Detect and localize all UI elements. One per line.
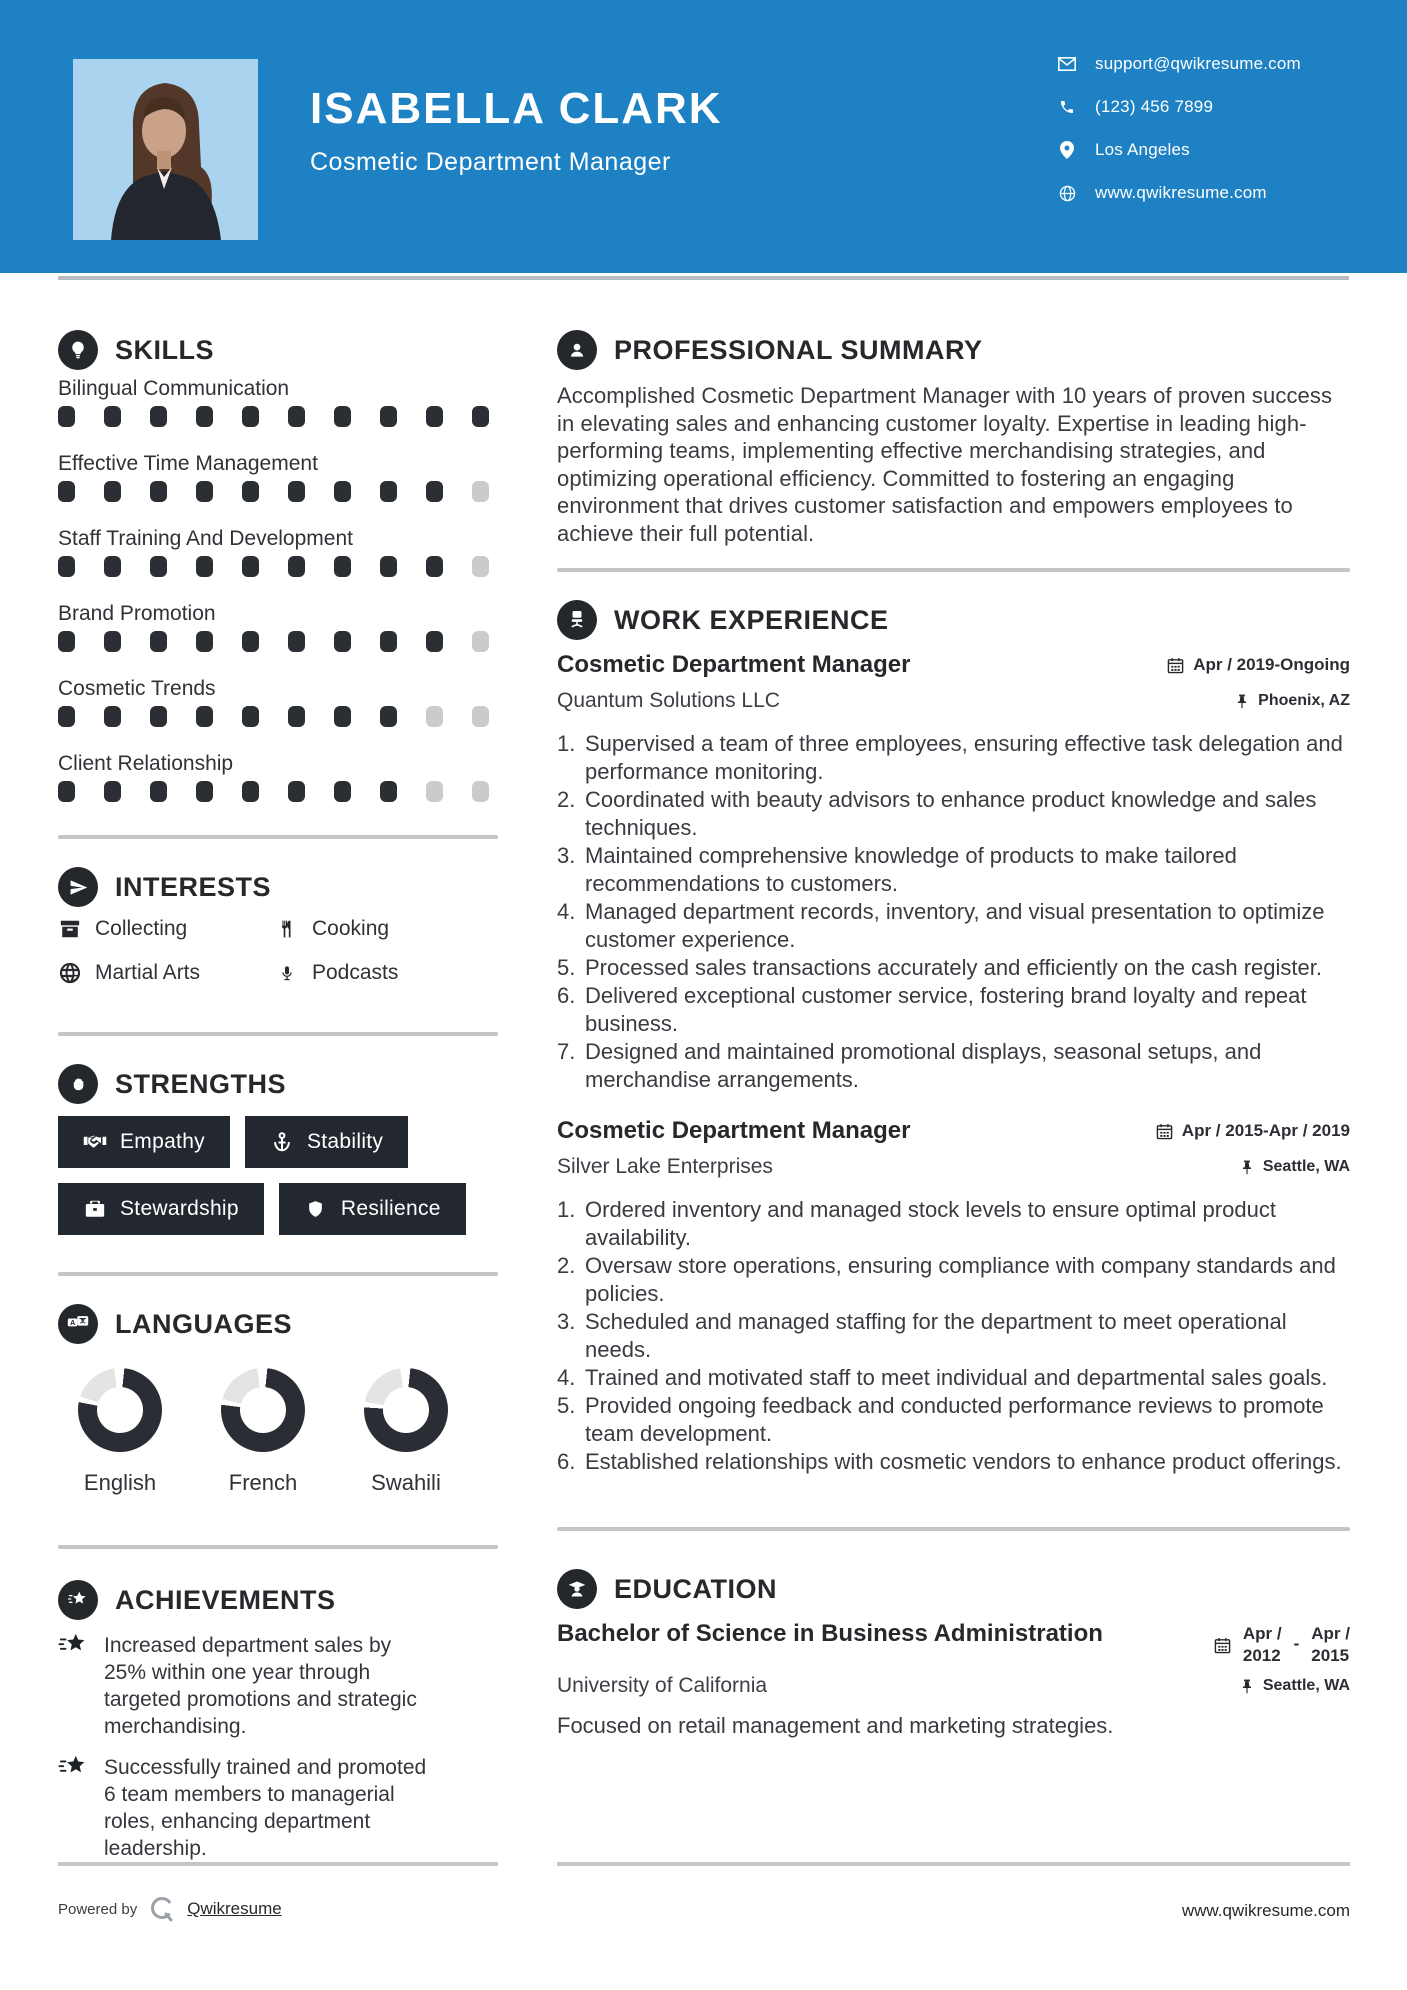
qwikresume-logo-icon	[147, 1894, 177, 1924]
job-bullet: Maintained comprehensive knowledge of products to make tailored recommendations to customers.	[585, 843, 1237, 896]
achievement-text: Increased department sales by 25% within one year through targeted promotions and strategic merchandising.	[104, 1634, 417, 1738]
skills-list	[58, 378, 498, 802]
candidate-name: ISABELLA CLARK	[310, 84, 723, 133]
job-bullet-list	[557, 1196, 1350, 1476]
pushpin-icon	[1240, 1679, 1255, 1694]
experience-section-header	[557, 600, 1350, 640]
education-entry	[557, 1617, 1350, 1667]
contact-location-text: Los Angeles	[1095, 140, 1190, 159]
profile-photo	[73, 59, 258, 240]
rating-dot-filled	[150, 556, 167, 577]
rating-dot-filled	[150, 781, 167, 802]
strength-chip	[245, 1116, 408, 1168]
rating-dot-filled	[150, 631, 167, 652]
job-location	[1235, 692, 1350, 710]
globe-icon	[58, 962, 81, 985]
skill-item	[58, 603, 498, 652]
office-chair-icon	[557, 600, 597, 640]
rating-dot-filled	[288, 706, 305, 727]
rating-dot-filled	[104, 631, 121, 652]
job-title: Cosmetic Department Manager	[557, 651, 911, 678]
header-shadow-divider	[58, 276, 1349, 280]
education-heading: EDUCATION	[614, 1573, 777, 1604]
rating-dot-filled	[288, 556, 305, 577]
rating-dot-filled	[426, 556, 443, 577]
job-entry	[557, 1116, 1350, 1476]
job-bullet: Provided ongoing feedback and conducted performance reviews to promote team development.	[585, 1393, 1324, 1446]
strength-chip	[279, 1183, 466, 1235]
email-icon	[1058, 55, 1076, 73]
interest-label: Collecting	[95, 917, 188, 940]
skill-rating	[58, 706, 498, 727]
education-school: University of California	[557, 1674, 768, 1697]
interest-item	[58, 961, 275, 985]
contact-email	[1058, 52, 1301, 76]
paper-plane-icon	[58, 867, 98, 907]
section-divider	[557, 568, 1350, 572]
rating-dot-filled	[58, 481, 75, 502]
contact-location	[1058, 138, 1301, 162]
rating-dot-filled	[104, 406, 121, 427]
globe-icon	[1058, 184, 1076, 202]
rating-dot-filled	[334, 631, 351, 652]
profile-photo-illustration	[73, 59, 258, 240]
language-item	[78, 1368, 162, 1496]
rating-dot-filled	[242, 631, 259, 652]
rating-dot-filled	[58, 706, 75, 727]
strength-chip	[58, 1183, 264, 1235]
rating-dot-empty	[472, 781, 489, 802]
microphone-icon	[275, 962, 298, 985]
left-column	[58, 330, 498, 1862]
job-bullet: Delivered exceptional customer service, fostering brand loyalty and repeat business.	[585, 983, 1307, 1036]
rating-dot-filled	[242, 781, 259, 802]
achievement-text: Successfully trained and promoted 6 team members to managerial roles, enhancing department leadership.	[104, 1756, 427, 1860]
languages-heading: LANGUAGES	[115, 1308, 293, 1339]
rating-dot-filled	[334, 481, 351, 502]
language-donut-chart	[78, 1368, 162, 1452]
skill-rating	[58, 556, 498, 577]
rating-dot-filled	[242, 556, 259, 577]
pushpin-icon	[1235, 694, 1250, 709]
svg-text:A: A	[70, 1320, 76, 1328]
contact-phone-text: (123) 456 7899	[1095, 97, 1214, 116]
achievement-item	[58, 1632, 498, 1740]
rating-dot-filled	[196, 631, 213, 652]
language-donut-chart	[221, 1368, 305, 1452]
achievement-star-icon	[58, 1632, 90, 1662]
rating-dot-filled	[196, 706, 213, 727]
skill-item	[58, 678, 498, 727]
contact-list	[1058, 52, 1301, 224]
language-donut-chart	[364, 1368, 448, 1452]
languages-section-header	[58, 1304, 498, 1344]
skill-rating	[58, 631, 498, 652]
rating-dot-filled	[242, 481, 259, 502]
strength-label: Stewardship	[120, 1197, 239, 1220]
education-dates	[1214, 1623, 1350, 1667]
language-label: English	[83, 1470, 157, 1495]
skill-item	[58, 453, 498, 502]
job-bullet: Trained and motivated staff to meet individual and departmental sales goals.	[585, 1365, 1328, 1390]
job-bullet: Managed department records, inventory, and visual presentation to optimize customer experience.	[585, 899, 1325, 952]
interest-label: Martial Arts	[95, 961, 201, 984]
rating-dot-filled	[288, 631, 305, 652]
job-date	[1167, 655, 1350, 675]
footer-divider-right	[557, 1862, 1350, 1866]
section-divider	[557, 1527, 1350, 1531]
powered-by-label: Powered by	[58, 1900, 138, 1918]
phone-icon	[1058, 98, 1076, 116]
rating-dot-empty	[472, 706, 489, 727]
job-date	[1156, 1121, 1350, 1141]
strengths-heading: STRENGTHS	[115, 1068, 287, 1099]
rating-dot-empty	[426, 781, 443, 802]
contact-website	[1058, 181, 1301, 205]
rating-dot-filled	[380, 706, 397, 727]
fist-icon	[58, 1064, 98, 1104]
skills-section-header	[58, 330, 498, 370]
shield-icon	[304, 1197, 328, 1221]
contact-website-text: www.qwikresume.com	[1095, 183, 1267, 202]
job-date-text: Apr / 2015-Apr / 2019	[1181, 1121, 1350, 1140]
skill-rating	[58, 781, 498, 802]
donut-hole	[240, 1387, 286, 1433]
lightbulb-icon	[58, 330, 98, 370]
rating-dot-empty	[472, 631, 489, 652]
rating-dot-empty	[472, 556, 489, 577]
calendar-icon	[1214, 1637, 1231, 1654]
rating-dot-filled	[288, 481, 305, 502]
strengths-section-header	[58, 1064, 498, 1104]
rating-dot-filled	[196, 781, 213, 802]
rating-dot-filled	[58, 556, 75, 577]
footer-site-url: www.qwikresume.com	[1181, 1901, 1350, 1920]
rating-dot-filled	[196, 406, 213, 427]
star-burst-icon	[58, 1580, 98, 1620]
interest-label: Cooking	[312, 917, 390, 940]
skill-rating	[58, 406, 498, 427]
donut-hole	[383, 1387, 429, 1433]
education-date-end: Apr / 2015	[1311, 1624, 1350, 1665]
rating-dot-filled	[58, 406, 75, 427]
education-section-header	[557, 1569, 1350, 1609]
skill-rating	[58, 481, 498, 502]
anchor-icon	[270, 1130, 294, 1154]
job-bullet: Ordered inventory and managed stock levels to ensure optimal product availability.	[585, 1197, 1276, 1250]
header-banner	[0, 0, 1407, 273]
briefcase-icon	[83, 1197, 107, 1221]
rating-dot-filled	[334, 706, 351, 727]
rating-dot-filled	[426, 481, 443, 502]
rating-dot-empty	[426, 706, 443, 727]
job-bullet: Processed sales transactions accurately and efficiently on the cash register.	[585, 955, 1322, 980]
job-entry	[557, 650, 1350, 1094]
skill-label: Bilingual Communication	[58, 377, 290, 400]
job-bullet: Scheduled and managed staffing for the department to meet operational needs.	[585, 1309, 1287, 1362]
skill-label: Cosmetic Trends	[58, 677, 216, 700]
job-bullet: Supervised a team of three employees, ensuring effective task delegation and performance monitoring.	[585, 731, 1343, 784]
language-item	[364, 1368, 448, 1496]
rating-dot-empty	[472, 481, 489, 502]
rating-dot-filled	[334, 781, 351, 802]
rating-dot-filled	[104, 556, 121, 577]
job-company: Silver Lake Enterprises	[557, 1155, 773, 1178]
job-location-text: Phoenix, AZ	[1258, 692, 1350, 709]
strength-label: Empathy	[120, 1130, 205, 1153]
donut-hole	[97, 1387, 143, 1433]
calendar-icon	[1167, 657, 1184, 674]
section-divider	[58, 1545, 498, 1549]
strengths-row-2	[58, 1183, 498, 1235]
rating-dot-filled	[242, 406, 259, 427]
summary-section-header	[557, 330, 1350, 370]
skill-label: Client Relationship	[58, 752, 234, 775]
rating-dot-filled	[380, 781, 397, 802]
skills-heading: SKILLS	[115, 334, 215, 365]
rating-dot-filled	[196, 481, 213, 502]
strength-chip	[58, 1116, 230, 1168]
candidate-title: Cosmetic Department Manager	[310, 148, 671, 176]
interests-list	[58, 917, 498, 985]
job-title: Cosmetic Department Manager	[557, 1117, 911, 1144]
rating-dot-filled	[334, 406, 351, 427]
section-divider	[58, 835, 498, 839]
rating-dot-filled	[150, 481, 167, 502]
rating-dot-filled	[150, 406, 167, 427]
job-location-text: Seattle, WA	[1262, 1158, 1350, 1175]
achievement-star-icon	[58, 1754, 90, 1784]
job-location	[1240, 1158, 1350, 1176]
interest-item	[275, 917, 498, 941]
education-location-text: Seattle, WA	[1262, 1677, 1350, 1694]
rating-dot-filled	[288, 781, 305, 802]
graduate-icon	[557, 1569, 597, 1609]
archive-icon	[58, 918, 81, 941]
footer-divider-left	[58, 1862, 498, 1866]
translate-icon	[58, 1304, 98, 1344]
interest-item	[58, 917, 275, 941]
interest-item	[275, 961, 498, 985]
job-company: Quantum Solutions LLC	[557, 689, 780, 712]
rating-dot-filled	[150, 706, 167, 727]
pushpin-icon	[1240, 1160, 1255, 1175]
experience-heading: WORK EXPERIENCE	[614, 604, 889, 635]
rating-dot-filled	[380, 556, 397, 577]
skill-label: Staff Training And Development	[58, 527, 353, 550]
rating-dot-filled	[104, 706, 121, 727]
location-icon	[1058, 141, 1076, 159]
rating-dot-filled	[426, 406, 443, 427]
strength-label: Stability	[306, 1130, 384, 1153]
contact-email-text: support@qwikresume.com	[1095, 54, 1301, 73]
rating-dot-filled	[288, 406, 305, 427]
section-divider	[58, 1032, 498, 1036]
job-bullet: Oversaw store operations, ensuring compliance with company standards and policies.	[585, 1253, 1336, 1306]
section-divider	[58, 1272, 498, 1276]
cutlery-icon	[275, 918, 298, 941]
calendar-icon	[1156, 1123, 1173, 1140]
rating-dot-filled	[104, 781, 121, 802]
interests-section-header	[58, 867, 498, 907]
rating-dot-filled	[242, 706, 259, 727]
right-column	[557, 330, 1350, 1739]
achievement-item	[58, 1754, 498, 1862]
achievements-section-header	[58, 1580, 498, 1620]
language-item	[221, 1368, 305, 1496]
education-location	[1240, 1677, 1350, 1695]
footer-branding	[58, 1894, 282, 1924]
degree-title: Bachelor of Science in Business Administration	[557, 1620, 1103, 1647]
skill-item	[58, 753, 498, 802]
rating-dot-filled	[196, 556, 213, 577]
rating-dot-filled	[58, 631, 75, 652]
job-bullet: Established relationships with cosmetic vendors to enhance product offerings.	[585, 1449, 1342, 1474]
interest-label: Podcasts	[312, 961, 399, 984]
language-label: French	[228, 1470, 298, 1495]
rating-dot-filled	[426, 631, 443, 652]
interests-heading: INTERESTS	[115, 871, 272, 902]
job-bullet: Designed and maintained promotional displays, seasonal setups, and merchandise arrangements.	[585, 1039, 1262, 1092]
rating-dot-filled	[58, 781, 75, 802]
job-bullet-list	[557, 730, 1350, 1094]
language-label: Swahili	[371, 1470, 441, 1495]
skill-item	[58, 378, 498, 427]
strength-label: Resilience	[340, 1197, 441, 1220]
person-icon	[557, 330, 597, 370]
rating-dot-filled	[334, 556, 351, 577]
skill-label: Effective Time Management	[58, 452, 318, 475]
rating-dot-filled	[472, 406, 489, 427]
rating-dot-filled	[380, 406, 397, 427]
achievements-heading: ACHIEVEMENTS	[115, 1584, 336, 1615]
language-donuts	[58, 1368, 498, 1496]
education-date-separator: -	[1293, 1634, 1300, 1653]
education-note: Focused on retail management and marketing strategies.	[557, 1713, 1114, 1738]
job-date-text: Apr / 2019-Ongoing	[1193, 655, 1350, 674]
education-date-start: Apr / 2012	[1242, 1624, 1282, 1665]
skill-item	[58, 528, 498, 577]
summary-heading: PROFESSIONAL SUMMARY	[614, 334, 983, 365]
rating-dot-filled	[380, 481, 397, 502]
strengths-row-1	[58, 1116, 498, 1168]
qwikresume-link[interactable]: Qwikresume	[187, 1899, 282, 1918]
skill-label: Brand Promotion	[58, 602, 216, 625]
job-bullet: Coordinated with beauty advisors to enhance product knowledge and sales techniques.	[585, 787, 1317, 840]
handshake-icon	[83, 1130, 107, 1154]
rating-dot-filled	[104, 481, 121, 502]
contact-phone	[1058, 95, 1301, 119]
rating-dot-filled	[380, 631, 397, 652]
summary-text: Accomplished Cosmetic Department Manager with 10 years of proven success in elevating sales and enhancing customer loyalty. Expertise in leading high-performing teams, implementing effective merchandising strategies, and optimizing operational efficiency. Committed to fostering an engaging environment that drives customer satisfaction and empowers employees to achieve their full potential.	[557, 383, 1333, 546]
